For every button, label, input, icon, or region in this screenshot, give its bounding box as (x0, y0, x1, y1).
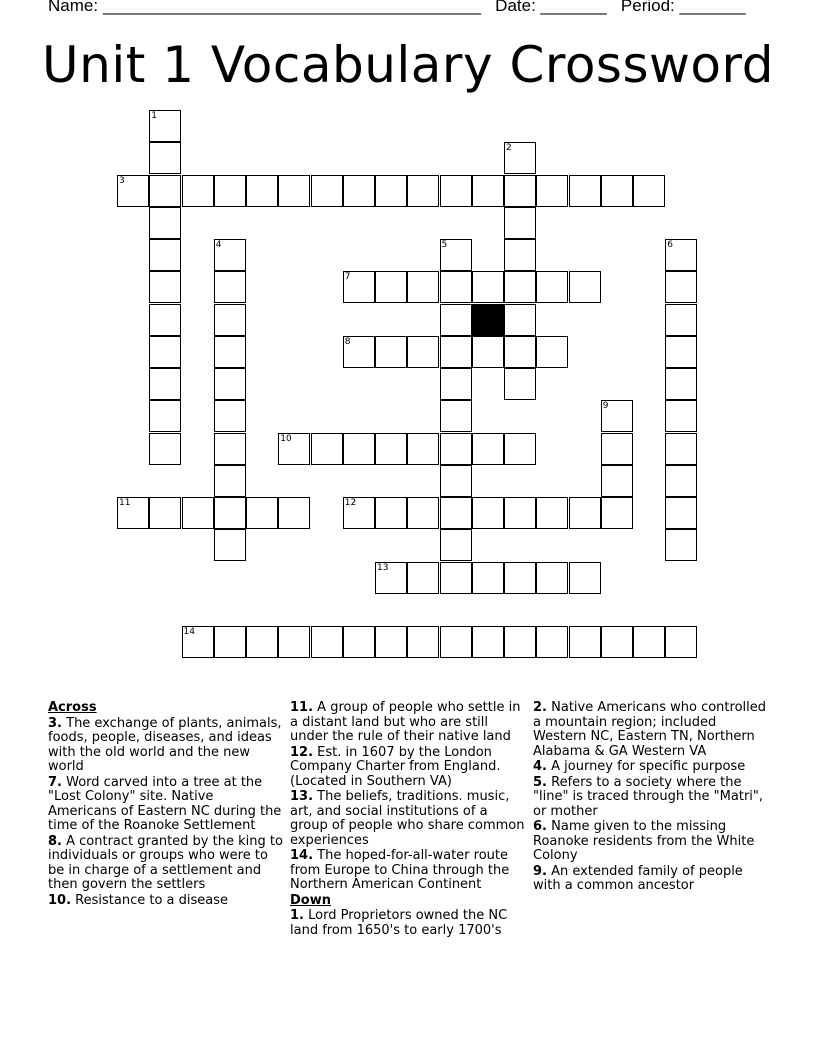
clue-text: Name given to the missing Roanoke residents from the White Colony (533, 819, 755, 863)
crossword-cell[interactable] (504, 368, 536, 400)
crossword-cell[interactable] (343, 433, 375, 465)
crossword-cell[interactable] (504, 175, 536, 207)
crossword-cell[interactable] (504, 626, 536, 658)
crossword-cell[interactable] (375, 433, 407, 465)
crossword-cell[interactable] (407, 497, 439, 529)
crossword-cell[interactable] (536, 497, 568, 529)
crossword-cell[interactable] (214, 433, 246, 465)
crossword-cell[interactable] (214, 336, 246, 368)
crossword-cell[interactable] (440, 336, 472, 368)
clue-text: A journey for specific purpose (551, 759, 746, 774)
crossword-cell[interactable] (440, 626, 472, 658)
date-blank[interactable]: _______ (540, 0, 607, 15)
clue-number: 5 (441, 240, 448, 250)
crossword-cell[interactable] (440, 562, 472, 594)
clue-number: 2 (506, 143, 512, 154)
crossword-cell[interactable] (149, 142, 181, 174)
crossword-cell[interactable] (343, 175, 375, 207)
crossword-cell[interactable] (569, 562, 601, 594)
crossword-cell[interactable] (278, 626, 310, 658)
clue-number: 9. (533, 863, 547, 879)
crossword-cell[interactable] (343, 626, 375, 658)
crossword-cell[interactable] (246, 175, 278, 207)
crossword-cell[interactable] (182, 497, 214, 529)
clue-item (290, 909, 526, 938)
clue-text: The exchange of plants, animals, foods, people, diseases, and ideas with the old world and the new world (48, 715, 282, 774)
crossword-cell[interactable] (214, 175, 246, 207)
crossword-cell[interactable] (278, 433, 310, 465)
clue-number: 3 (119, 175, 125, 186)
crossword-cell[interactable] (504, 497, 536, 529)
clue-item (533, 865, 769, 894)
crossword-cell[interactable] (504, 207, 536, 239)
crossword-cell[interactable] (407, 271, 439, 303)
crossword-cell[interactable] (536, 336, 568, 368)
crossword-cell[interactable] (117, 497, 149, 529)
clues-column-1 (48, 701, 284, 909)
clue-number: 11. (290, 700, 314, 715)
crossword-cell[interactable] (149, 175, 181, 207)
crossword-cell[interactable] (536, 562, 568, 594)
crossword-cell[interactable] (214, 368, 246, 400)
crossword-cell[interactable] (569, 175, 601, 207)
crossword-cell[interactable] (149, 400, 181, 432)
crossword-cell[interactable] (407, 562, 439, 594)
crossword-cell[interactable] (149, 271, 181, 303)
clue-number: 2. (533, 700, 547, 715)
crossword-cell[interactable] (569, 626, 601, 658)
crossword-cell[interactable] (601, 497, 633, 529)
clue-item (533, 776, 769, 820)
crossword-cell[interactable] (375, 271, 407, 303)
crossword-cell[interactable] (182, 175, 214, 207)
crossword-cell[interactable] (504, 271, 536, 303)
clue-item (48, 776, 284, 834)
crossword-cell[interactable] (665, 529, 697, 561)
crossword-cell[interactable] (214, 239, 246, 271)
crossword-cell[interactable] (246, 626, 278, 658)
crossword-cell[interactable] (536, 271, 568, 303)
crossword-cell[interactable] (214, 465, 246, 497)
clue-text: An extended family of people with a common ancestor (533, 863, 743, 893)
crossword-cell[interactable] (149, 239, 181, 271)
crossword-cell[interactable] (214, 271, 246, 303)
crossword-cell[interactable] (665, 304, 697, 336)
clues-column-3 (533, 701, 769, 895)
clue-number: 12. (290, 744, 314, 760)
clue-text: Refers to a society where the "line" is traced through the "Matri", or mother (533, 774, 764, 819)
clue-number: 13 (377, 562, 389, 573)
crossword-cell[interactable] (311, 433, 343, 465)
clue-item (48, 835, 284, 893)
clue-item (533, 820, 769, 864)
crossword-cell[interactable] (440, 304, 472, 336)
crossword-cell[interactable] (278, 497, 310, 529)
crossword-cell[interactable] (407, 433, 439, 465)
crossword-cell[interactable] (472, 626, 504, 658)
clue-number: 7 (344, 272, 351, 283)
crossword-cell[interactable] (440, 465, 472, 497)
crossword-cell[interactable] (440, 175, 472, 207)
crossword-cell[interactable] (440, 497, 472, 529)
clue-item (533, 760, 769, 775)
clue-number: 1. (290, 908, 304, 923)
crossword-cell[interactable] (214, 304, 246, 336)
clue-text: A contract granted by the king to individuals or groups who were to be in charge of a settlement and then govern the settlers (48, 833, 283, 892)
crossword-cell[interactable] (407, 626, 439, 658)
crossword-cell[interactable] (375, 626, 407, 658)
clue-number: 10. (48, 892, 72, 908)
across-clue-list (48, 717, 284, 909)
date-label: Date: (495, 0, 536, 15)
crossword-cell[interactable] (472, 562, 504, 594)
clue-text: Lord Proprietors owned the NC land from 1650's to early 1700's (290, 908, 508, 938)
clue-number: 14 (183, 627, 195, 637)
crossword-cell[interactable] (440, 400, 472, 432)
crossword-cell[interactable] (665, 433, 697, 465)
clue-item (48, 894, 284, 909)
crossword-cell[interactable] (569, 271, 601, 303)
clue-item (290, 849, 526, 893)
down-clue-list (290, 909, 526, 938)
crossword-cell[interactable] (504, 336, 536, 368)
crossword-cell[interactable] (149, 497, 181, 529)
crossword-cell[interactable] (472, 433, 504, 465)
crossword-cell[interactable] (440, 368, 472, 400)
crossword-cell[interactable] (311, 626, 343, 658)
crossword-cell[interactable] (375, 336, 407, 368)
clue-number: 13. (290, 789, 314, 804)
crossword-cell[interactable] (311, 175, 343, 207)
crossword-cell[interactable] (407, 175, 439, 207)
across-heading: Across (48, 700, 97, 715)
crossword-cell[interactable] (149, 433, 181, 465)
crossword-cell[interactable] (665, 368, 697, 400)
down-clue-list-continued (533, 701, 769, 894)
clue-number: 9 (602, 401, 609, 412)
crossword-cell[interactable] (214, 400, 246, 432)
clue-text: A group of people who settle in a distant land but who are still under the rule of their native land (290, 700, 521, 744)
clue-number: 12 (344, 498, 357, 508)
crossword-cell[interactable] (633, 175, 665, 207)
clue-number: 6 (667, 240, 674, 250)
crossword-cell[interactable] (375, 497, 407, 529)
crossword-cell[interactable] (440, 271, 472, 303)
crossword-cell[interactable] (665, 465, 697, 497)
crossword-cell[interactable] (343, 336, 375, 368)
clue-text: Resistance to a disease (75, 892, 229, 908)
crossword-cell[interactable] (246, 497, 278, 529)
crossword-cell[interactable] (665, 239, 697, 271)
name-label: Name: (48, 0, 99, 15)
crossword-cell[interactable] (472, 497, 504, 529)
crossword-cell[interactable] (149, 368, 181, 400)
across-clue-list-continued (290, 701, 526, 893)
crossword-cell[interactable] (214, 529, 246, 561)
crossword-cell[interactable] (569, 497, 601, 529)
clue-text: The hoped-for-all-water route from Europe to China through the Northern American Continent (290, 848, 510, 892)
clue-item (290, 790, 526, 848)
clue-number: 7. (48, 774, 62, 790)
clue-number: 1 (151, 111, 158, 121)
clue-number: 5. (533, 774, 547, 790)
crossword-cell[interactable] (440, 239, 472, 271)
clue-number: 3. (48, 715, 62, 731)
crossword-cell[interactable] (278, 175, 310, 207)
clue-item (533, 701, 769, 759)
crossword-cell[interactable] (149, 207, 181, 239)
crossword-cell[interactable] (504, 304, 536, 336)
crossword-cell[interactable] (504, 142, 536, 174)
clue-number: 10 (280, 433, 292, 444)
clue-number: 6. (533, 819, 547, 834)
black-cell (472, 304, 504, 336)
clue-text: Est. in 1607 by the London Company Charter from England. (Located in Southern VA) (290, 744, 501, 789)
page-title: Unit 1 Vocabulary Crossword (42, 36, 774, 94)
period-label: Period: (620, 0, 675, 15)
crossword-cell[interactable] (343, 497, 375, 529)
crossword-cell[interactable] (149, 110, 181, 142)
clue-number: 4. (533, 759, 547, 774)
crossword-cell[interactable] (472, 336, 504, 368)
clue-text: Word carved into a tree at the "Lost Colony" site. Native Americans of Eastern NC during the time of the Roanoke Settlement (48, 774, 282, 833)
crossword-cell[interactable] (440, 433, 472, 465)
clue-item (48, 717, 284, 775)
crossword-cell[interactable] (375, 175, 407, 207)
crossword-cell[interactable] (440, 529, 472, 561)
crossword-cell[interactable] (504, 562, 536, 594)
clue-item (290, 746, 526, 790)
crossword-cell[interactable] (665, 271, 697, 303)
crossword-cell[interactable] (117, 175, 149, 207)
crossword-cell[interactable] (182, 626, 214, 658)
crossword-cell[interactable] (665, 626, 697, 658)
name-blank[interactable]: ________________________________________ (102, 0, 481, 15)
crossword-cell[interactable] (214, 497, 246, 529)
crossword-cell[interactable] (472, 271, 504, 303)
clue-number: 8. (48, 833, 62, 849)
crossword-cell[interactable] (472, 175, 504, 207)
crossword-cell[interactable] (601, 465, 633, 497)
crossword-cell[interactable] (214, 626, 246, 658)
crossword-cell[interactable] (633, 626, 665, 658)
clue-number: 8 (344, 336, 351, 347)
clue-number: 14. (290, 848, 314, 863)
period-blank[interactable]: _______ (679, 0, 746, 15)
crossword-cell[interactable] (149, 304, 181, 336)
clue-text: The beliefs, traditions. music, art, and social institutions of a group of people who share common experiences (290, 789, 525, 848)
crossword-cell[interactable] (149, 336, 181, 368)
crossword-cell[interactable] (536, 626, 568, 658)
crossword-cell[interactable] (536, 175, 568, 207)
clue-number: 11 (119, 498, 131, 508)
clue-item (290, 701, 526, 745)
crossword-cell[interactable] (665, 336, 697, 368)
crossword-cell[interactable] (601, 400, 633, 432)
crossword-cell[interactable] (601, 626, 633, 658)
crossword-cell[interactable] (343, 271, 375, 303)
crossword-cell[interactable] (407, 336, 439, 368)
clue-number: 4 (215, 240, 222, 250)
crossword-cell[interactable] (504, 239, 536, 271)
crossword-cell[interactable] (375, 562, 407, 594)
crossword-cell[interactable] (665, 497, 697, 529)
crossword-cell[interactable] (601, 433, 633, 465)
clue-text: Native Americans who controlled a mountain region; included Western NC, Eastern TN, Northern Alabama & GA Western VA (533, 700, 766, 759)
crossword-cell[interactable] (665, 400, 697, 432)
down-heading: Down (290, 892, 331, 908)
crossword-cell[interactable] (504, 433, 536, 465)
crossword-cell[interactable] (601, 175, 633, 207)
clues-column-2 (290, 701, 526, 939)
